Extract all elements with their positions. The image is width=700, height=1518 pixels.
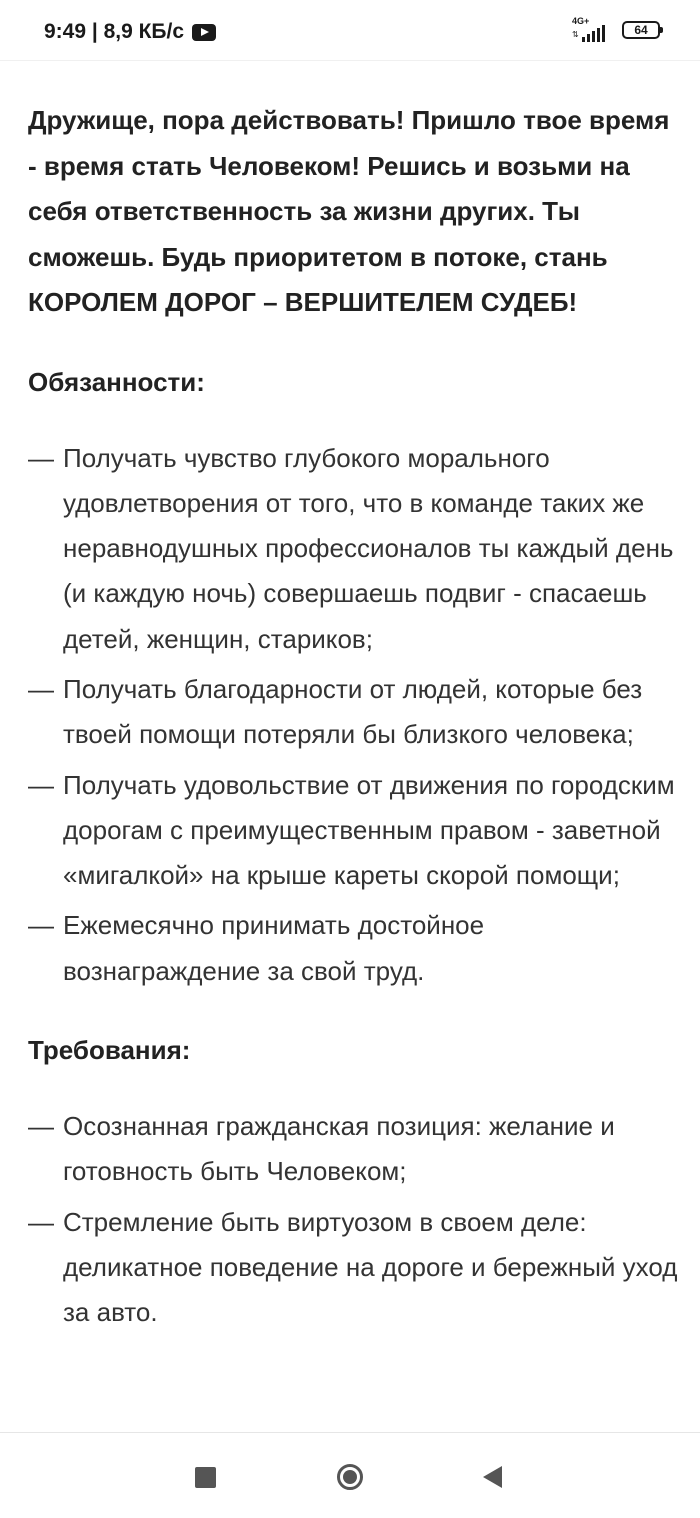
list-item — [28, 1104, 678, 1195]
list-item-text: Получать чувство глубокого морального удовлетворения от того, что в команде таких же неравнодушных профессионалов ты каждый день (и каждую ночь) совершаешь подвиг - спасаешь детей, женщин, стариков; — [63, 442, 674, 654]
list-dash: — — [28, 1111, 54, 1142]
list-dash: — — [28, 769, 54, 800]
list-item — [28, 667, 678, 758]
network-type: 4G+ — [572, 16, 590, 26]
list-item — [28, 1200, 678, 1336]
status-right — [572, 18, 660, 42]
signal-icon — [572, 18, 612, 42]
list-item — [28, 436, 678, 662]
battery-icon: 64 — [622, 21, 660, 39]
list-item-text: Получать удовольствие от движения по городским дорогам с преимущественным правом - заветной «мигалкой» на крыше кареты скорой помощи; — [63, 769, 675, 891]
requirements-title: Требования: — [28, 1035, 191, 1066]
circle-icon — [337, 1464, 363, 1490]
back-button[interactable] — [476, 1461, 508, 1493]
status-time-speed: 9:49 | 8,9 КБ/с — [44, 20, 185, 43]
recents-button[interactable] — [189, 1461, 221, 1493]
youtube-notification-icon — [192, 24, 216, 41]
requirements-list — [28, 1104, 678, 1335]
duties-title: Обязанности: — [28, 366, 205, 397]
navigation-bar — [0, 1432, 700, 1518]
status-bar — [0, 0, 700, 61]
list-item-text: Осознанная гражданская позиция: желание и готовность быть Человеком; — [63, 1111, 615, 1187]
signal-bars-icon — [582, 25, 605, 42]
triangle-back-icon — [483, 1466, 502, 1488]
home-button[interactable] — [334, 1461, 366, 1493]
list-dash: — — [28, 442, 54, 473]
intro-text: Дружище, пора действовать! Пришло твое время - время стать Человеком! Решись и возьми на себя ответственность за жизни других. Ты сможешь. Будь приоритетом в потоке, стань КОРОЛЕМ ДОРОГ – ВЕРШИТЕЛЕМ СУДЕБ! — [28, 105, 670, 317]
list-dash: — — [28, 1206, 54, 1237]
list-dash: — — [28, 910, 54, 941]
list-item — [28, 903, 678, 994]
status-left — [44, 20, 216, 44]
list-item-text: Стремление быть виртуозом в своем деле: деликатное поведение на дороге и бережный уход за авто. — [63, 1206, 678, 1328]
list-dash: — — [28, 673, 54, 704]
duties-list — [28, 436, 678, 995]
list-item-text: Ежемесячно принимать достойное вознаграждение за свой труд. — [63, 910, 485, 986]
data-arrows-icon: ⇅ — [572, 30, 579, 39]
list-item-text: Получать благодарности от людей, которые без твоей помощи потеряли бы близкого человека; — [63, 673, 643, 750]
article-content — [28, 98, 678, 1432]
square-icon — [195, 1467, 216, 1488]
list-item — [28, 763, 678, 899]
